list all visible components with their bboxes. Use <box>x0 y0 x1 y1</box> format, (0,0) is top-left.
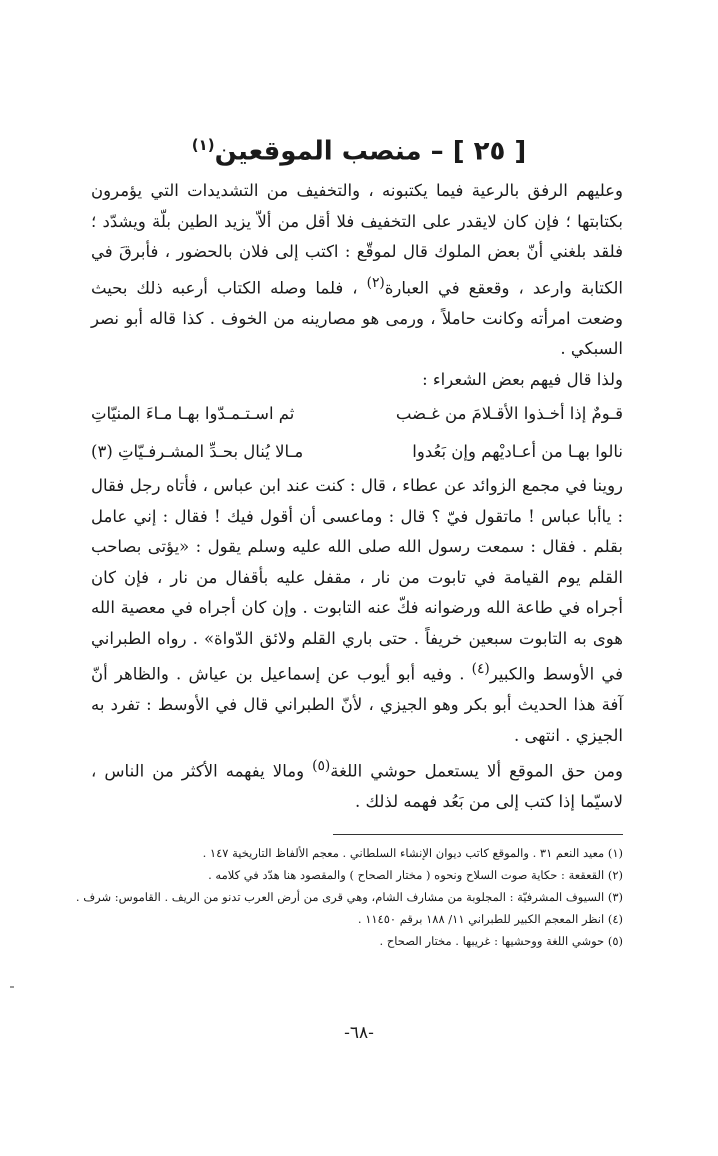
paragraph-1 <box>91 176 623 365</box>
page-number: -٦٨- <box>344 1023 374 1043</box>
paragraph-2-text: روينا في مجمع الزوائد عن عطاء ، قال : كنت عند ابن عباس ، فأتاه رجل فقال : ياأبا عباس ! ماتقول فيّ ؟ قال : وماعسى أن أقول فيك ! فقال : إني عامل بقلم . فقال : سمعت رسول الله صلى الله عليه وسلم يقول : «يؤتى بصاحب القلم يوم القيامة في تابوت من نار ، مقفل عليه بأقفال من نار ، فإن كان أجراه في طاعة الله ورضوانه فكّ عنه التابوت . وإن كان أجراه في معصية الله هوى به التابوت سبعين خريفاً . حتى باري القلم ولائق الدّواة» . رواه الطبراني في الأوسط والكبير <box>91 476 623 684</box>
paragraph-3-text: ومن حق الموقع ألا يستعمل حوشي اللغة <box>330 761 623 781</box>
title-footnote-ref: (١) <box>191 136 215 154</box>
footnote-divider <box>333 834 623 835</box>
paragraph-2 <box>91 471 623 751</box>
paragraph-1-text: وعليهم الرفق بالرعية فيما يكتبونه ، والتخفيف من التشديدات التي يؤمرون بكتابتها ؛ فإن كان لايقدر على التخفيف فلا أقل من ألاّ يزيد الطين بلّة ويشدّد ؛ فلقد بلغني أنّ بعض الملوك قال لموقّع : اكتب إلى فلان بالحضور ، فأبرقَ في الكتابة وارعد ، وقعقع في العبارة <box>91 181 623 297</box>
verse-2-first-hemistich: نالوا بهـا من أعـاديْهم وإن بَعُدوا <box>412 441 623 461</box>
footnote-4: (٤) انظر المعجم الكبير للطبراني ١١/ ١٨٨ برقم ١١٤٥٠ . <box>357 912 623 926</box>
footnote-ref-5: (٥) <box>312 758 331 774</box>
poem <box>91 395 623 471</box>
footnotes <box>75 842 623 952</box>
footnote-1: (١) معيد النعم ٣١ . والموقع كاتب ديوان الإنشاء السلطاني . معجم الألفاظ التاريخية ١٤٧ . <box>202 846 623 860</box>
footnote-5: (٥) حوشي اللغة ووحشيها : غريبها . مختار الصحاح . <box>379 934 623 948</box>
main-text <box>91 176 623 818</box>
paragraph-2-end: . وفيه أبو أيوب عن إسماعيل بن عياش . والظاهر أنّ آفة هذا الحديث أبو بكر وهو الجيزي ، لأنّ الطبراني قال في الأوسط : تفرد به الجيزي . انتهى . <box>91 664 623 745</box>
footnote-ref-4: (٤) <box>471 661 490 677</box>
footnote-ref-2: (٢) <box>366 274 385 291</box>
paragraph-3-end: ومالا يفهمه الأكثر من الناس ، لاسيّما إذا كتب إلى من بَعُد فهمه لذلك . <box>91 761 623 811</box>
verse-1-second-hemistich: ثم اسـتـمـدّوا بهـا مـاءَ المنيّاتِ <box>91 403 295 423</box>
footnote-2: (٢) القعقعة : حكاية صوت السلاح ونحوه ( مختار الصحاح ) والمقصود هنا هدّد في كلامه . <box>208 868 623 882</box>
poem-verse-1 <box>91 395 623 433</box>
paragraph-1-end: ، فلما وصله الكتاب أرعبه ذلك بحيث وضعت امرأته وكانت حاملاً ، ورمى هو مصارينه من الخوف . كذا قاله أبو نصر السبكي . <box>91 278 623 358</box>
title-text: [ ٢٥ ] – منصب الموقعين <box>214 136 527 167</box>
poem-verse-2 <box>91 433 623 471</box>
verse-2-second-hemistich: مـالا يُنال بحـدِّ المشـرفـيّاتِ (٣) <box>91 441 304 461</box>
scan-mark <box>10 986 14 988</box>
poem-intro: ولذا قال فيهم بعض الشعراء : <box>422 369 623 389</box>
page-title <box>0 128 718 169</box>
paragraph-3 <box>91 751 623 818</box>
verse-1-first-hemistich: قـومٌ إذا أخـذوا الأقـلامَ من غـضب <box>395 403 623 423</box>
footnote-3: (٣) السيوف المشرفيّة : المجلوبة من مشارف الشام، وهي قرى من أرض العرب تدنو من الريف . القاموس: شرف . <box>75 890 623 904</box>
